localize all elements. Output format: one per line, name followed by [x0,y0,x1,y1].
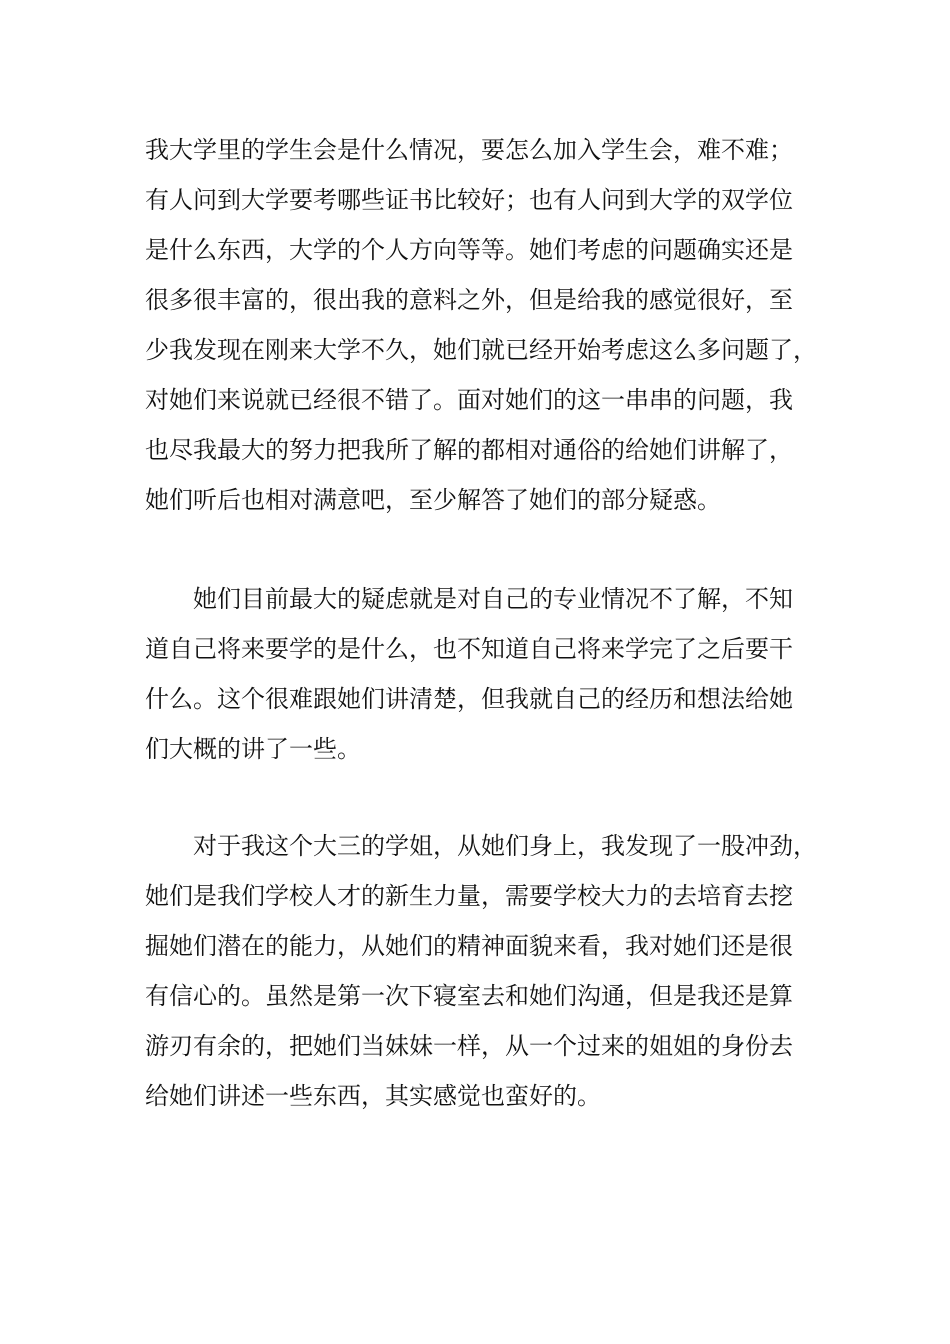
paragraph-line: 她们目前最大的疑虑就是对自己的专业情况不了解，不知 [193,585,793,613]
paragraph-line: 她们听后也相对满意吧，至少解答了她们的部分疑惑。 [145,486,721,514]
paragraph-line: 给她们讲述一些东西，其实感觉也蛮好的。 [145,1082,601,1110]
paragraph-line: 有信心的。虽然是第一次下寝室去和她们沟通，但是我还是算 [145,982,793,1010]
paragraph-line: 我大学里的学生会是什么情况，要怎么加入学生会，难不难； [145,136,793,164]
paragraph-line: 她们是我们学校人才的新生力量，需要学校大力的去培育去挖 [145,882,793,910]
paragraph-line: 们大概的讲了一些。 [145,735,361,763]
paragraph-line: 什么。这个很难跟她们讲清楚，但我就自己的经历和想法给她 [145,685,793,713]
paragraph-line: 掘她们潜在的能力，从她们的精神面貌来看，我对她们还是很 [145,932,793,960]
paragraph-line: 也尽我最大的努力把我所了解的都相对通俗的给她们讲解了， [145,436,793,464]
paragraph-line: 少我发现在刚来大学不久，她们就已经开始考虑这么多问题了， [145,336,817,364]
paragraph-line: 道自己将来要学的是什么，也不知道自己将来学完了之后要干 [145,635,793,663]
paragraph-line: 游刃有余的，把她们当妹妹一样，从一个过来的姐姐的身份去 [145,1032,793,1060]
paragraph-line: 是什么东西，大学的个人方向等等。她们考虑的问题确实还是 [145,236,793,264]
paragraph-line: 很多很丰富的，很出我的意料之外，但是给我的感觉很好，至 [145,286,793,314]
paragraph-line: 有人问到大学要考哪些证书比较好；也有人问到大学的双学位 [145,186,793,214]
paragraph-line: 对她们来说就已经很不错了。面对她们的这一串串的问题，我 [145,386,793,414]
paragraph-line: 对于我这个大三的学姐，从她们身上，我发现了一股冲劲， [193,832,817,860]
